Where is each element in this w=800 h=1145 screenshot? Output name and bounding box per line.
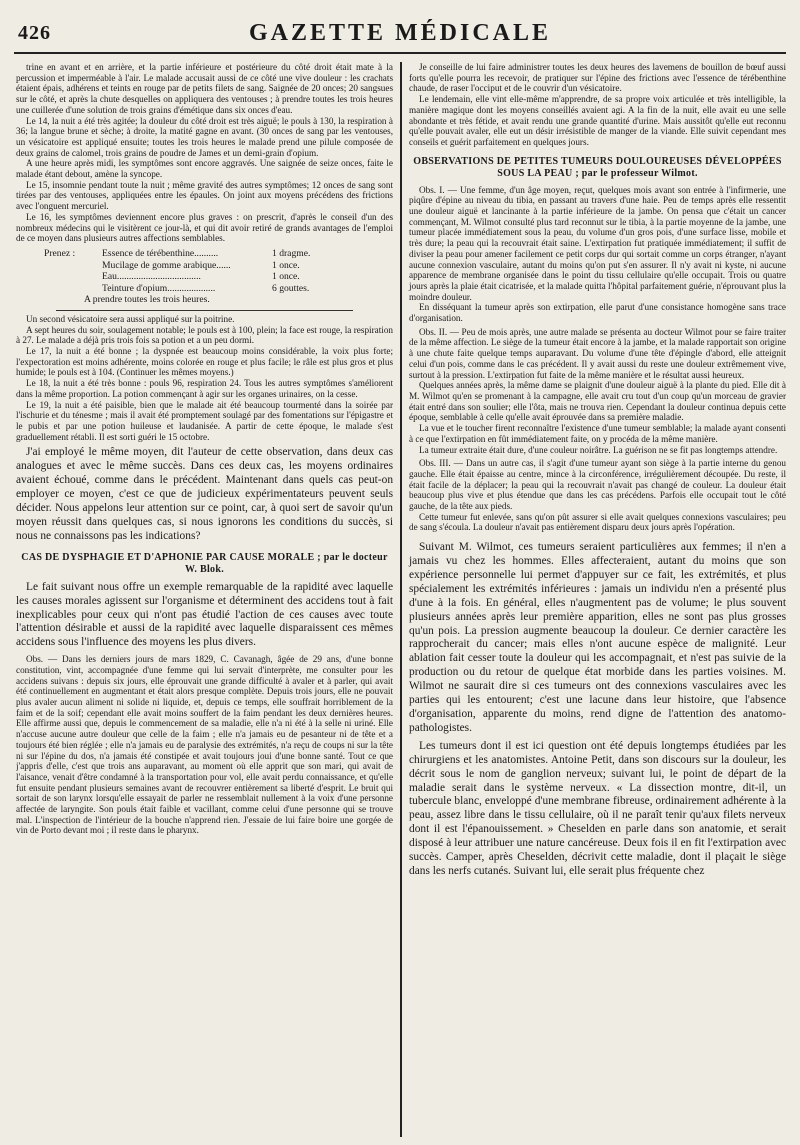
separator-rule bbox=[56, 310, 353, 311]
right-column bbox=[403, 62, 786, 1137]
prescription-dose: 1 dragme. bbox=[272, 247, 311, 259]
paragraph: Le 19, la nuit a été paisible, bien que le malade ait été beaucoup tourmenté dans la soirée par l'ischurie et du ténesme ; mais il avait été promptement soulagé par des fomentations sur l'épigastre et le pubis et par une potion huileuse et laudanisée. A partir de cette époque, le malade s'est graduellement rétabli. Il est sorti guéri le 15 octobre. bbox=[16, 399, 394, 442]
paragraph: Obs. I. — Une femme, d'un âge moyen, reçut, quelques mois avant son entrée à l'infirmerie, une piqûre d'épine au niveau du tibia, en passant au travers d'une haie. Peu de temps après elle ressentit une douleur aiguë et lancinante à la partie inférieure de la jambe. On pensa que c'était un cancer commençant, M. Wilmot consulté plus tard reconnut sur le tibia, à la partie moyenne de la jambe, une tumeur placée immédiatement sous la peau, du volume d'un gros pois, d'une surface lisse, mobile et très dure; la peau qui la recouvrait était saine. L'extirpation fut pratiquée immédiatement; il suffit de diviser la peau pour amener facilement ce petit corps dur qui sortait comme un corps étranger, n'ayant aucune connexion vasculaire, autant du moins qu'on put s'en assurer. Il n'y avait ni kyste, ni aucune apparence de membrane organisée dans le point du tissu cellulaire qu'elle occupait. Trois ou quatre jours après la plaie était cicatrisée, et la malade quitta l'hôpital parfaitement guérie, n'éprouvant plus la moindre douleur. bbox=[409, 184, 787, 302]
prescription-note: A prendre toutes les trois heures. bbox=[84, 294, 210, 306]
prescription-item: Mucilage de gomme arabique...... bbox=[102, 259, 231, 271]
prescription-row bbox=[44, 260, 393, 272]
paragraph: A une heure après midi, les symptômes sont encore aggravés. Une saignée de seize onces, faite le malade étant debout, amène la syncope. bbox=[16, 158, 394, 180]
section-title: OBSERVATIONS DE PETITES TUMEURS DOULOUREUSES DÉVELOPPÉES SOUS LA PEAU ; par le professeur Wilmot. bbox=[413, 155, 782, 179]
paragraph: Obs. II. — Peu de mois après, une autre malade se présenta au docteur Wilmot pour se faire traiter de la même affection. Le siège de la tumeur était encore à la jambe, et la malade rapportait son origine à une chute faite quelque temps auparavant. Du volume d'une tête d'épingle d'abord, elle atteignit celui d'un pois, comme dans le cas précédent. Il y avait aussi du reste une douleur extrêmement vive, surtout à la pression. L'extirpation fut faite de la même manière et le résultat aussi heureux. bbox=[409, 326, 787, 380]
page-number: 426 bbox=[18, 22, 51, 44]
paragraph: Quelques années après, la même dame se plaignit d'une douleur aiguë à la plante du pied. Elle dit à M. Wilmot qu'en se promenant à la campagne, elle avait cru tout d'un coup qu'un morceau de gravier était entré dans son soulier; elle l'ôta, mais ne trouva rien. Cependant la douleur continua depuis cette époque, semblable à celle qu'elle avait éprouvée dans sa première maladie. bbox=[409, 380, 787, 423]
paragraph: Le 16, les symptômes deviennent encore plus graves : on prescrit, d'après le conseil d'un des nombreux médecins qui le visitèrent ce jour-là, et qui dit avoir retiré de grands avantages de l'emploi de ce moyen dans plusieurs autres affections semblables. bbox=[16, 211, 394, 244]
prescription-item: Teinture d'opium.................... bbox=[102, 282, 216, 294]
paragraph: Je conseille de lui faire administrer toutes les deux heures des lavemens de bouillon de bœuf aussi forts qu'elle pourra les recevoir, de pratiquer sur l'épine des frictions avec l'essence de térébenthine chaude, de raser l'occiput et de le couvrir d'un vésicatoire. bbox=[409, 62, 787, 94]
prescription-dose: 1 once. bbox=[272, 259, 300, 271]
paragraph: Le 14, la nuit a été très agitée; la douleur du côté droit est très aiguë; le pouls à 130, la respiration à 36; la langue brune et sèche; à droite, la matité gagne en avant. (30 onces de sang par les ventouses, un vésicatoire est appliqué ensuite; toutes les trois heures le malade prend une pilule composée de deux grains de calomel, trois grains de poudre de James et un demi-grain d'opium. bbox=[16, 115, 394, 158]
journal-title: GAZETTE MÉDICALE bbox=[248, 20, 552, 46]
paragraph: J'ai employé le même moyen, dit l'auteur de cette observation, dans deux cas analogues et avec le même succès. Dans ces deux cas, les moyens ordinaires avaient échoué, comme dans le précédent. Maintenant dans quels cas peut-on employer ce moyen, c'est ce que de judicieux expérimentateurs peuvent seuls décider. Nous appelons leur attention sur ce point, car, à quoi sert de savoir qu'un moyen réussit dans quelques cas, si nous ignorons les conditions du succès, si nous ne connaissons pas les indications? bbox=[16, 446, 394, 542]
paragraph: Le fait suivant nous offre un exemple remarquable de la rapidité avec laquelle les causes morales agissent sur l'organisme et déterminent des accidens tout à fait inexplicables pour ceux qui n'ont pas étudié l'action de ces causes avec toute l'attention désirable et aussi de la rapidité avec laquelle disparaissent ces mêmes accidens sous l'influence des moyens les plus divers. bbox=[16, 580, 394, 649]
paragraph: La vue et le toucher firent reconnaître l'existence d'une tumeur semblable; la malade ayant consenti à ce que l'extirpation en fût immédiatement faite, on y procéda de la même manière. bbox=[409, 423, 787, 444]
paragraph: Obs. III. — Dans un autre cas, il s'agit d'une tumeur ayant son siège à la partie interne du genou gauche. Elle était épaisse au centre, mince à la circonférence, irrégulièrement découpée. Du reste, il était facile de la déplacer; la peau qui la recouvrait n'avait pas changé de couleur. La douleur était beaucoup plus vive et plus étendue que dans les cas précédens. Parfois elle occupait tout le côté gauche, de la tête aux pieds. bbox=[409, 458, 787, 512]
paragraph: Le lendemain, elle vint elle-même m'apprendre, de sa propre voix articulée et très intelligible, la manière magique dont les moyens conseillés avaient agi. A la fin de la nuit, elle avait eu une selle abondante et très fétide, et avait rendu une grande quantité d'urine. Mais aussitôt qu'elle eut reconnu qu'elle pouvait avaler, elle eut un désir irrésistible de manger de la viande. Elle suivit cependant mes conseils et guérit parfaitement en quelques jours. bbox=[409, 94, 787, 147]
prescription-label: Prenez : bbox=[44, 247, 76, 259]
paragraph: Le 18, la nuit a été très bonne : pouls 96, respiration 24. Tous les autres symptômes s'améliorent dans la même proportion. La potion commençant à agir sur les organes urinaires, on la cesse. bbox=[16, 378, 394, 399]
paragraph: Suivant M. Wilmot, ces tumeurs seraient particulières aux femmes; il n'en a jamais vu chez les hommes. Elles affecteraient, autant du moins que son expérience personnelle lui permet d'appuyer sur ce fait, les extrémités, et plus spécialement les extrémités inférieures : jamais un individu n'en a présenté plus d'une à la fois. En général, elles n'augmentent pas de volume; le plus souvent plusieurs années après leur première apparition, elles ne sont pas plus grosses qu'un pois. La pression augmente beaucoup la douleur. Ce dernier caractère les rapprocherait du cancer; mais elles n'ont aucune espèce de malignité. Leur ablation fait cesser toute la douleur qui les accompagnait, et n'est pas suivie de la production ou du retour de quelque état morbide dans les parties voisines. M. Wilmot ne saurait dire si ces tumeurs ont des connexions vasculaires avec les parties qui les entourent; c'est une lacune dans leur histoire, que l'absence d'organisation, apparente du moins, rend digne de l'attention des anatomo-pathologistes. bbox=[409, 541, 787, 734]
prescription-dose: 1 once. bbox=[272, 271, 300, 283]
prescription-row bbox=[44, 283, 393, 295]
paragraph: Obs. — Dans les derniers jours de mars 1829, C. Cavanagh, âgée de 29 ans, d'une bonne constitution, vint, accompagnée d'une femme qui lui servait d'interprète, me consulter pour les accidens suivans : depuis six jours, elle éprouvait une grande difficulté à avaler et à parler, qui avait été continuellement en augmentant et était alors presque complète. Depuis trois jours, elle ne pouvait plus avaler aucun aliment ni solide ni liquide, et, depuis ce temps, elle souffrait horriblement de la faim et de la soif; cependant elle avait moins souffert de la faim pendant les deux dernières heures. Elle affirme aussi que, depuis le commencement de sa maladie, elle n'a ni été à la selle ni uriné. Elle n'accuse aucune autre douleur que celle de la faim ; elle n'a jamais eu de pesanteur ni de tête et a toujours été bien réglée ; elle n'a jamais eu de paralysie des extrémités, n'a reçu de coups ni sur la tête ni sur l'épine du dos, n'a jamais été constipée et avait toujours joui d'une bonne santé. Tout ce que j'appris d'elle, c'est que trois ans auparavant, au moment où elle apprit que son mari, qui avait de l'aisance, venait d'être condamné à la transportation pour vol, elle avait perdu connaissance, et qu'elle fut ensuite pendant plusieurs semaines avant de recouvrer entièrement sa liberté d'esprit. Le bruit qui sortait de son larynx lorsqu'elle essayait de parler ne ressemblait nullement à la voix d'une personne affectée de laryngite. Son pouls était faible et vacillant, comme celui d'une personne qui se trouve mal. L'inspection de l'intérieur de la bouche n'apprend rien. J'essaie de lui faire boire une gorgée de vin de Porto devant moi ; il reste dans le pharynx. bbox=[16, 654, 394, 836]
paragraph: Les tumeurs dont il est ici question ont été depuis longtemps étudiées par les chirurgiens et les anatomistes. Antoine Petit, dans son discours sur la douleur, les décrit sous le nom de ganglion nerveux; suivant lui, le point de départ de la maladie serait dans le système nerveux. « La dissection montre, dit-il, un tubercule blanc, enveloppé d'une membrane fibreuse, ordinairement adhérente à la peau, assez libre dans le tissu cellulaire, où il ne paraît tenir qu'aux filets nerveux dont il est l'épanouissement. » Cheselden en parle dans son anatomie, et serait disposé à leur attribuer une nature cancéreuse. Deux fois il en fit l'extirpation avec succès. Camper, après Cheselden, décrivit cette maladie, dont il plaçait le siège dans les nerfs cutanés. Suivant lui, elle serait plus fréquente chez bbox=[409, 739, 787, 877]
prescription-row bbox=[44, 248, 393, 260]
prescription-dose: 6 gouttes. bbox=[272, 282, 310, 294]
paragraph: Cette tumeur fut enlevée, sans qu'on pût assurer si elle avait quelques connexions vasculaires; peu de sang s'écoula. La douleur n'avait pas entièrement disparu deux jours après l'opération. bbox=[409, 511, 787, 533]
left-column bbox=[16, 62, 399, 1137]
paragraph: Un second vésicatoire sera aussi appliqué sur la poitrine. bbox=[26, 313, 235, 324]
paragraph: Le 15, insomnie pendant toute la nuit ; même gravité des autres symptômes; 12 onces de sang sont tirées par des ventouses, appliquées entre les épaules. On joint aux moyens précédens des frictions avec l'onguent mercuriel. bbox=[16, 179, 394, 212]
prescription bbox=[44, 248, 393, 306]
section-title: CAS DE DYSPHAGIE ET D'APHONIE PAR CAUSE MORALE ; par le docteur W. Blok. bbox=[21, 551, 388, 575]
paragraph: Le 17, la nuit a été bonne ; la dyspnée est beaucoup moins considérable, la voix plus forte; l'expectoration est moins adhérente, moins colorée en rouge et plus facile; le râle est plus gros et plus humide; le pouls est à 104. (Continuer les mêmes moyens.) bbox=[16, 346, 394, 378]
prescription-item: Eau................................... bbox=[102, 271, 201, 283]
prescription-item: Essence de térébenthine.......... bbox=[102, 247, 219, 259]
paragraph: La tumeur extraite était dure, d'une couleur noirâtre. La guérison ne se fit pas longtemps attendre. bbox=[419, 444, 778, 455]
column-rule bbox=[400, 62, 402, 1137]
paragraph: A sept heures du soir, soulagement notable; le pouls est à 100, plein; la face est rouge, la respiration à 27. Le malade a déjà pris trois fois sa potion et a un peu dormi. bbox=[16, 324, 394, 346]
paragraph: trine en avant et en arrière, et la partie inférieure et postérieure du côté droit était mate à la percussion et imperméable à l'air. Le malade accusait aussi de ce côté une vive douleur : les crachats étaient épais, adhérens et teints en rouge par de petits filets de sang. Saignée de 20 onces; 20 sangsues sur le côté, et après la chute desquelles on appliquera des ventouses ; à prendre toutes les trois heures une cuillerée d'une solution de trois grains d'émétique dans six onces d'eau. bbox=[16, 62, 394, 115]
article-columns bbox=[16, 62, 786, 1137]
prescription-row bbox=[44, 271, 393, 283]
page-header bbox=[14, 18, 786, 54]
paragraph: En disséquant la tumeur après son extirpation, elle parut d'une consistance homogène sans trace d'organisation. bbox=[409, 302, 787, 324]
